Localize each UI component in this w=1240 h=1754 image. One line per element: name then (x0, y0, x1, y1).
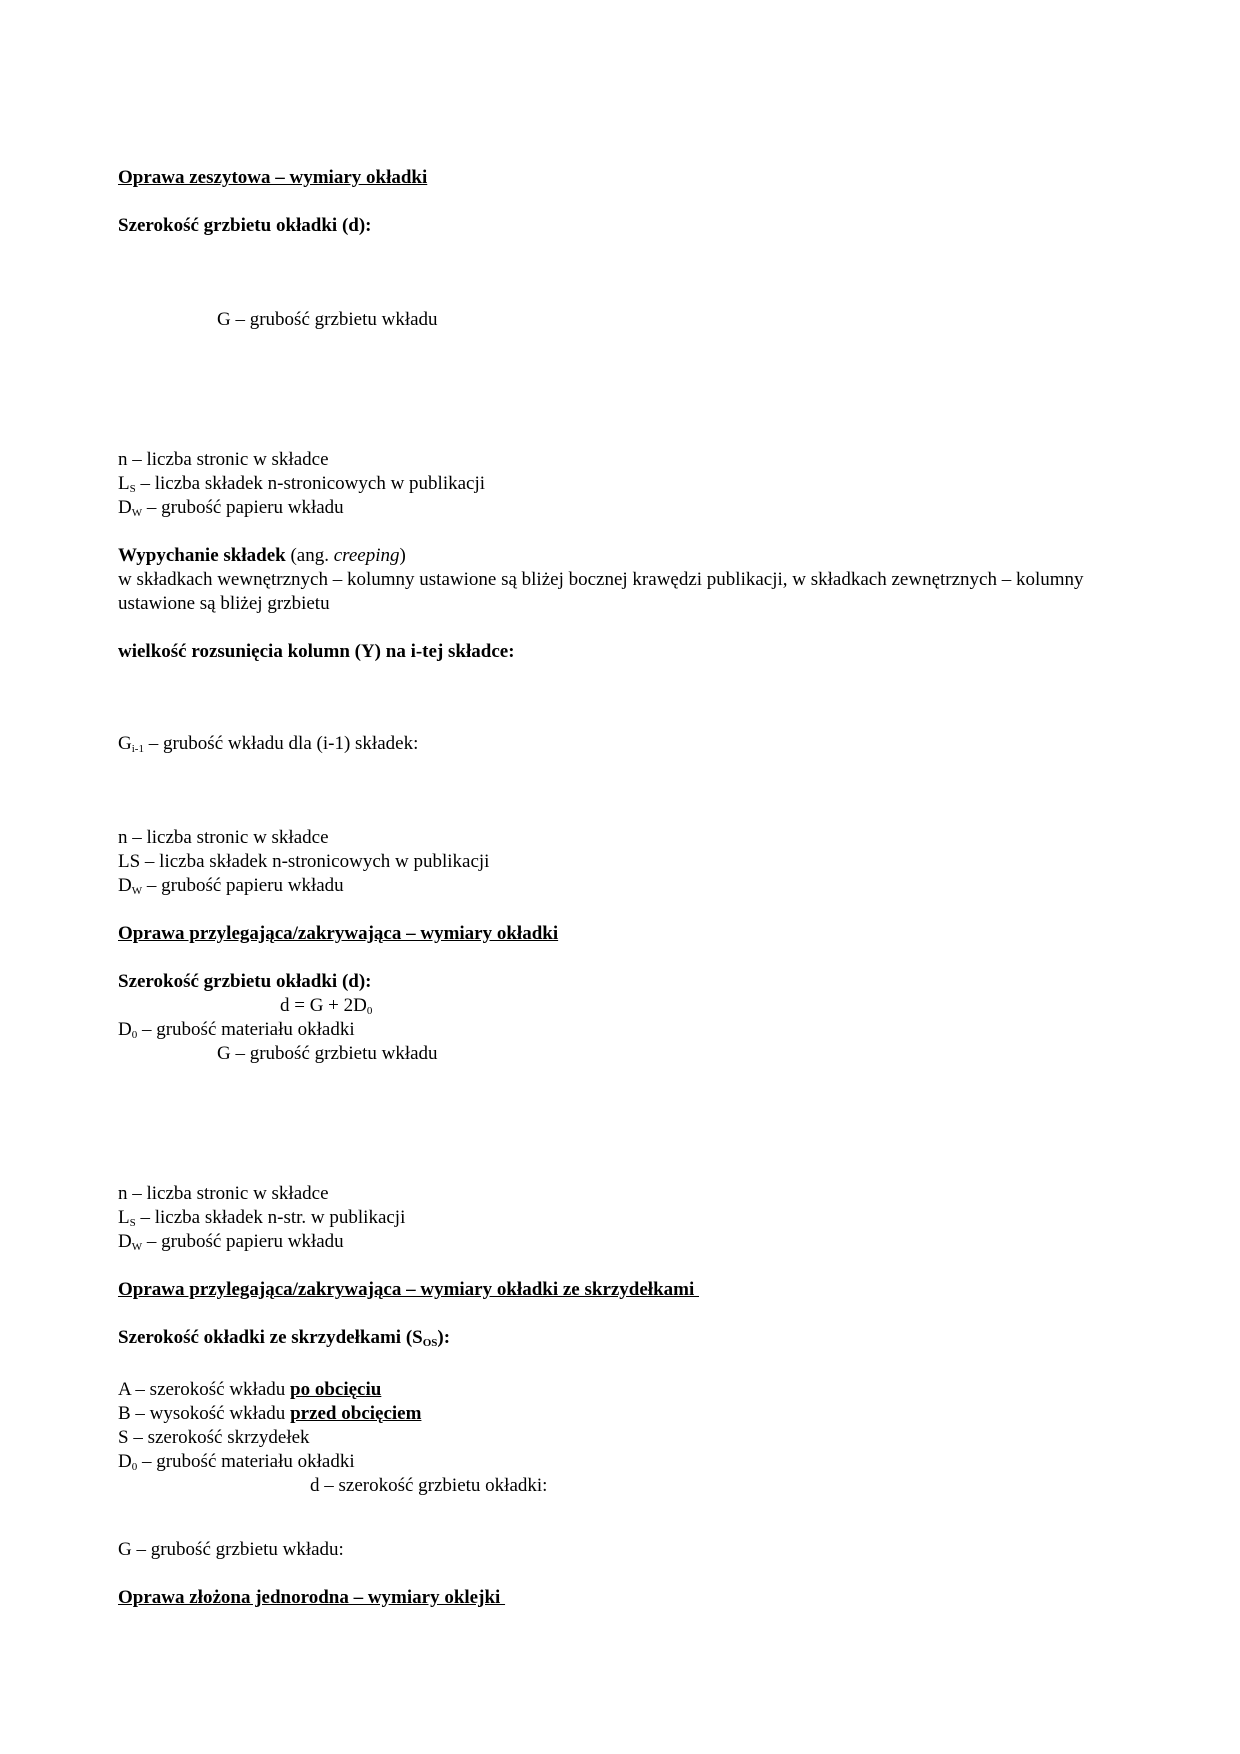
section-title-adjacent-covering: Oprawa przylegająca/zakrywająca – wymiary okładki (118, 923, 559, 944)
definition-g: G – grubość grzbietu wkładu (217, 1043, 438, 1064)
spine-width-heading: Szerokość grzbietu okładki (d): (118, 215, 372, 236)
definition-gi: $G_{i-1}$ – grubość wkładu dla (i-1) składek: (118, 733, 419, 755)
definition-n: n – liczba stronic w składce (118, 449, 329, 470)
definition-g: G – grubość grzbietu wkładu: (118, 1539, 344, 1560)
definition-dw: $D_W$ – grubość papieru wkładu (118, 1231, 344, 1253)
section-title-composite: Oprawa złożona jednorodna – wymiary oklejki (118, 1587, 506, 1608)
definition-ls: LS – liczba składek n-stronicowych w publikacji (118, 851, 490, 872)
section-title-saddle-stitch: Oprawa zeszytowa – wymiary okładki (118, 167, 428, 188)
section-title-with-flaps: Oprawa przylegająca/zakrywająca – wymiary okładki ze skrzydełkami (118, 1279, 700, 1300)
creeping-description: w składkach wewnętrznych – kolumny ustawione są bliżej bocznej krawędzi publikacji, w składkach zewnętrznych – kolumny ustawione są bliżej grzbietu (118, 569, 1084, 614)
definition-d0: $D_0$ – grubość materiału okładki (118, 1019, 355, 1041)
definition-a: A – szerokość wkładu po obcięciu (118, 1379, 382, 1400)
definition-dw: $D_W$ – grubość papieru wkładu (118, 497, 344, 519)
definition-g: G – grubość grzbietu wkładu (217, 309, 438, 330)
spine-width-heading: Szerokość grzbietu okładki (d): (118, 971, 372, 992)
definition-dw: $D_W$ – grubość papieru wkładu (118, 875, 344, 897)
definition-d: d – szerokość grzbietu okładki: (310, 1475, 548, 1496)
creeping-heading: Wypychanie składek (ang. creeping) (118, 545, 406, 566)
column-shift-heading: wielkość rozsunięcia kolumn (Y) na i-tej składce: (118, 641, 515, 662)
definition-ls: $L_S$ – liczba składek n-str. w publikacji (118, 1207, 406, 1229)
definition-b: B – wysokość wkładu przed obcięciem (118, 1403, 422, 1424)
formula-d: $d = G + 2D_0$ (280, 995, 373, 1017)
definition-d0: $D_0$ – grubość materiału okładki (118, 1451, 355, 1473)
definition-n: n – liczba stronic w składce (118, 827, 329, 848)
definition-n: n – liczba stronic w składce (118, 1183, 329, 1204)
definition-ls: $L_S$ – liczba składek n-stronicowych w publikacji (118, 473, 486, 495)
definition-s: S – szerokość skrzydełek (118, 1427, 310, 1448)
flap-width-heading: Szerokość okładki ze skrzydełkami $(S_{OS})$: (118, 1327, 451, 1349)
